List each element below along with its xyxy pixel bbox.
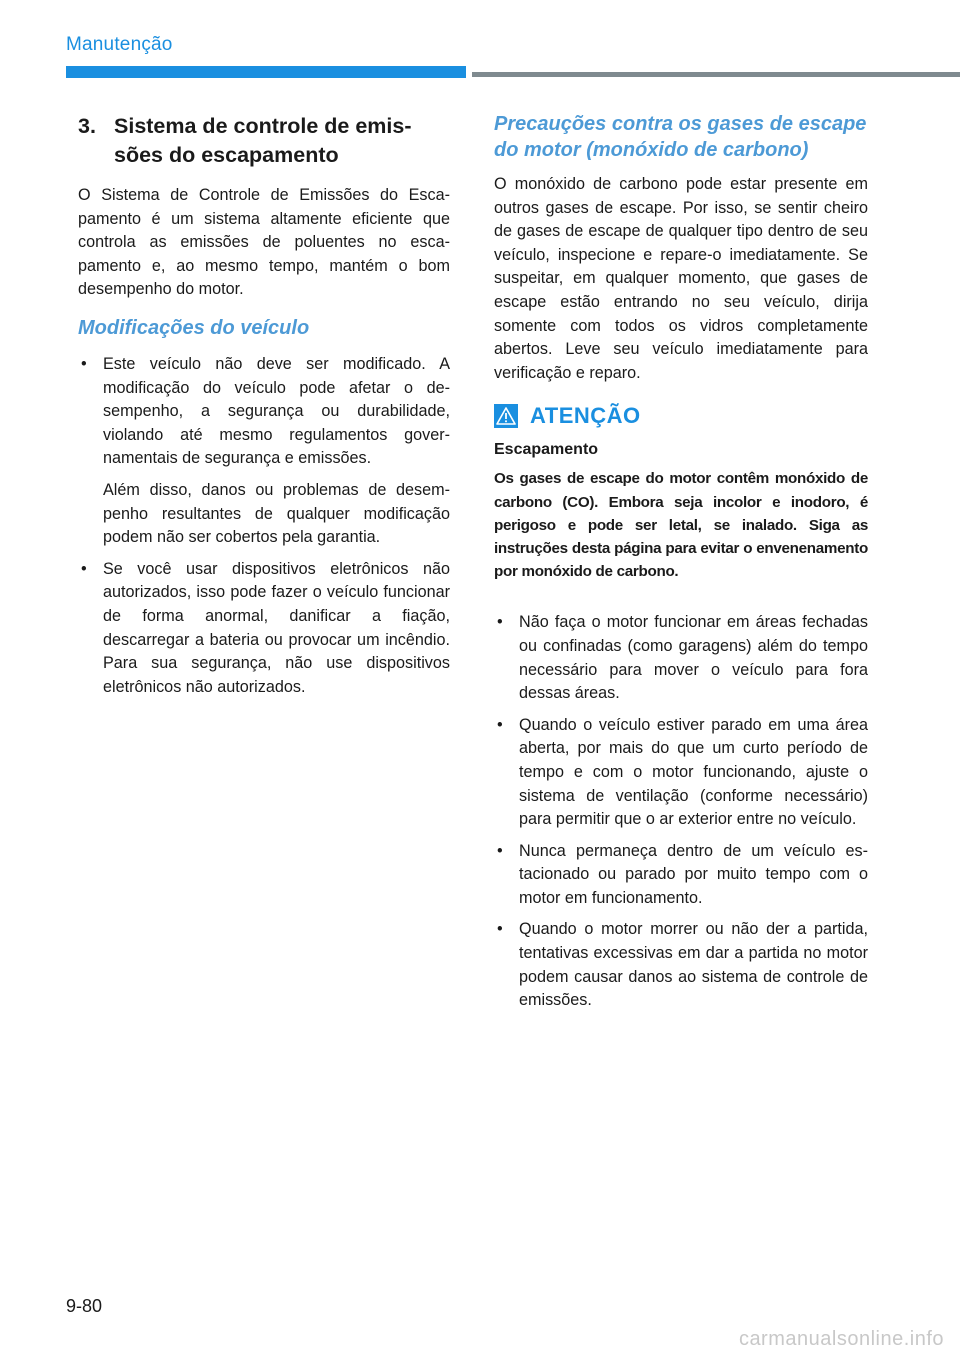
left-column — [78, 112, 450, 707]
precaucoes-intro: O monóxido de carbono pode estar presente em outros gases de escape. Por isso, se sentir cheiro de gases de escape de qualquer tipo dentro de seu veículo, inspecione e repare-o imediatamente. Se suspeitar, em qualquer momento, que gases de escape estão entrando no seu veículo, dirija somente com todos os vidros completamente abertos. Leve seu veículo imediatamente para verificação e reparo. — [494, 175, 868, 382]
list-item — [494, 611, 868, 705]
bullet-list-right — [494, 611, 868, 1013]
list-item-text: Não faça o motor funcionar em áreas fechadas ou confinadas (como garagens) além do tempo necessário para mover o veículo para fora dessas áreas. — [519, 613, 868, 703]
bullet-dot: • — [81, 559, 87, 578]
warning-title: ATENÇÃO — [530, 403, 641, 429]
bullet-dot: • — [497, 613, 503, 632]
warning-triangle-icon — [494, 404, 518, 428]
bullet-dot: • — [497, 715, 503, 734]
warning-body: Os gases de escape do motor contêm monóxido de carbono (CO). Embora seja incolor e inodoro, é perigoso e pode ser letal, se inalado. Siga as instruções desta página para evitar o envenenamento por monóxido de carbono. — [494, 470, 868, 581]
right-column — [494, 112, 868, 1021]
list-item — [494, 714, 868, 832]
header-title: Manutenção — [66, 34, 173, 55]
bullet-continuation: Além disso, danos ou problemas de desempenho resultantes de qualquer modificação podem não ser cobertos pela garantia. — [103, 480, 450, 547]
section-intro: O Sistema de Controle de Emissões do Escapamento é um sistema altamente eficiente que controla as emissões de poluentes no escapamento e, ao mesmo tempo, mantém o bom desempenho do motor. — [78, 186, 450, 299]
header-bar-gray — [472, 72, 960, 77]
list-item-text: Nunca permaneça dentro de um veículo estacionado ou parado por muito tempo com o motor em funcionamento. — [519, 841, 868, 907]
watermark: carmanualsonline.info — [738, 1328, 944, 1350]
section-title: Sistema de controle de emissões do escapamento — [114, 114, 412, 167]
warning-subtitle: Escapamento — [494, 441, 599, 459]
warning-header — [494, 403, 868, 429]
list-item — [494, 840, 868, 911]
list-item — [78, 558, 450, 700]
list-item-text: Este veículo não deve ser modificado. A modificação do veículo pode afetar o desempenho, a segurança ou durabilidade, violando até mesmo regulamentos governamentais de segurança e emissões. — [103, 354, 450, 468]
header-bar-blue — [66, 66, 466, 78]
page-number: 9-80 — [66, 1296, 103, 1316]
bullet-dot: • — [497, 920, 503, 939]
bullet-list-left — [78, 353, 450, 471]
section-number: 3. — [78, 114, 96, 138]
list-item-text: Quando o veículo estiver parado em uma área aberta, por mais do que um curto período de tempo e com o motor funcionando, ajuste o sistema de ventilação (conforme necessário) para permitir que o ar exterior entre no veículo. — [519, 715, 868, 829]
list-item-text: Quando o motor morrer ou não der a partida, tentativas excessivas em dar a partida no motor podem causar danos ao sistema de controle de emissões. — [519, 920, 868, 1010]
subheading-modificacoes: Modificações do veículo — [78, 316, 310, 339]
subheading-precaucoes: Precauções contra os gases de escape do motor (monóxido de carbono) — [494, 113, 867, 161]
bullet-dot: • — [81, 354, 87, 373]
bullet-list-left-2 — [78, 558, 450, 700]
bullet-dot: • — [497, 841, 503, 860]
section-heading — [78, 112, 450, 170]
list-item-text: Se você usar dispositivos eletrônicos não autorizados, isso pode fazer o veículo funcionar de forma anormal, danificar a fiação, descarregar a bateria ou provocar um incêndio. Para sua segurança, não use dispositivos eletrônicos não autorizados. — [103, 559, 450, 696]
list-item — [494, 918, 868, 1012]
list-item — [78, 353, 450, 471]
